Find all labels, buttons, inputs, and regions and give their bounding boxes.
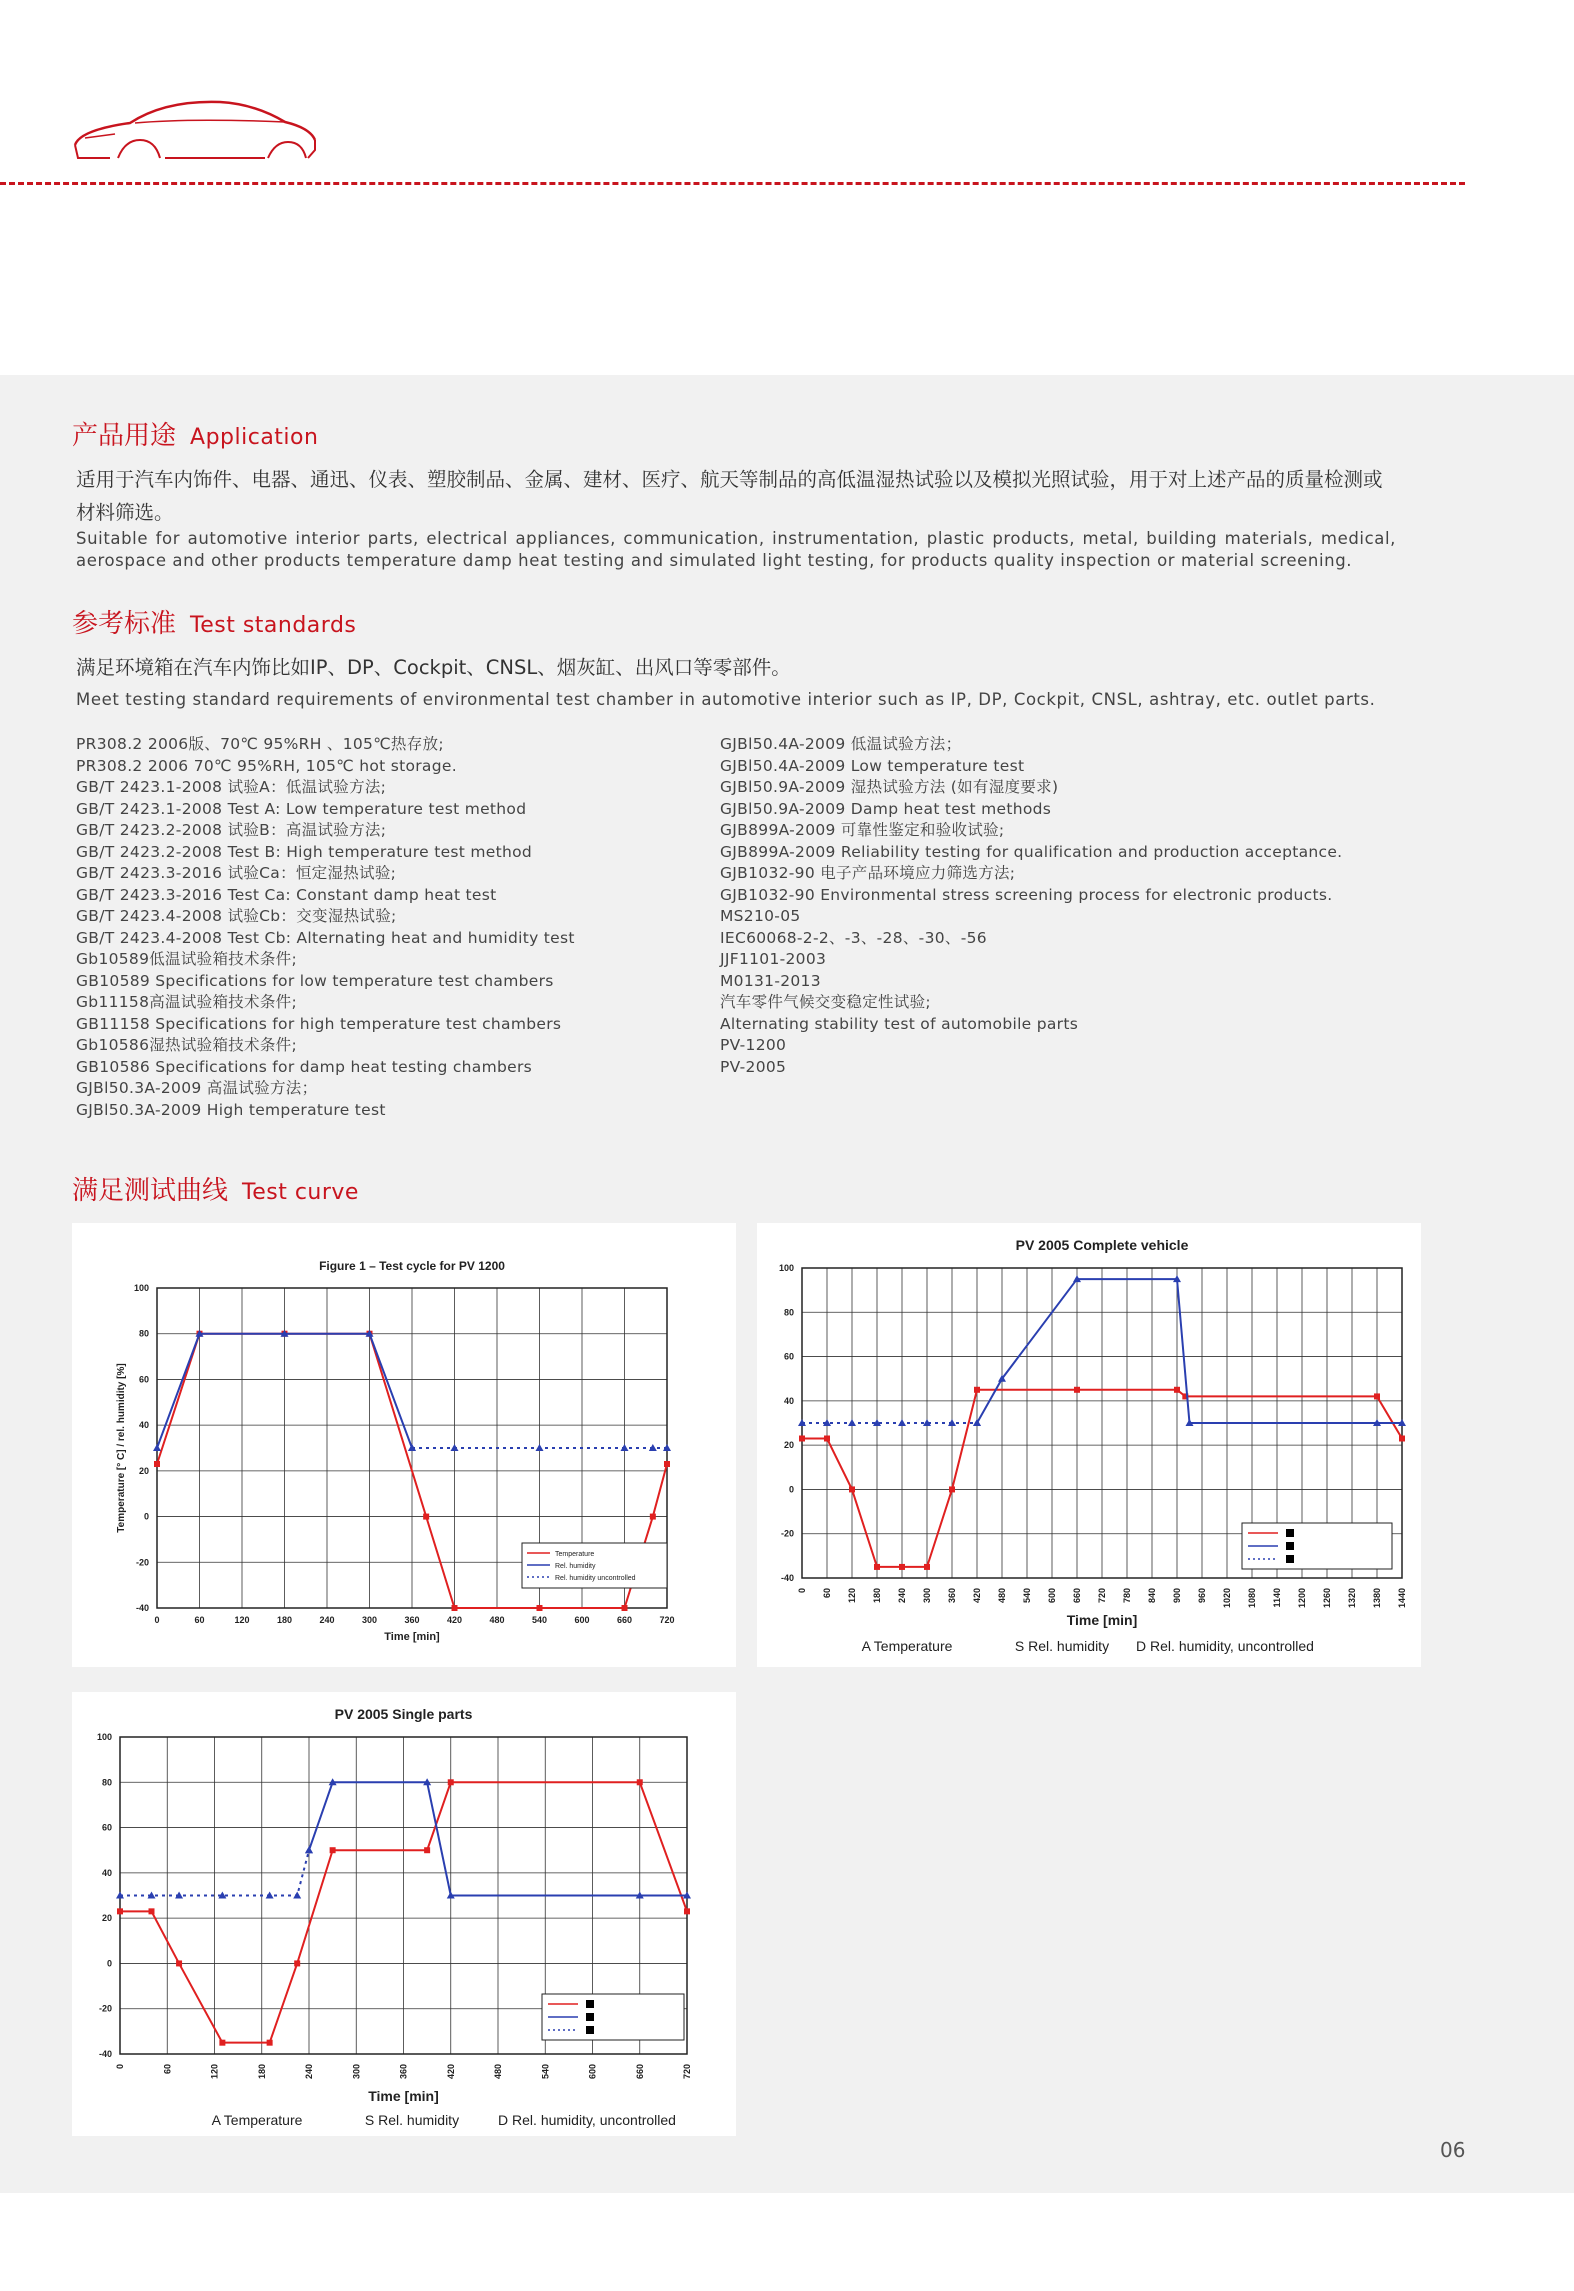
x-tick-label: 600 [574,1615,590,1625]
x-tick-label: 900 [1172,1588,1182,1604]
x-tick-label: 1200 [1297,1588,1307,1609]
x-tick-label: 1080 [1247,1588,1257,1609]
curve-title: 满足测试曲线 Test curve [72,1176,359,1206]
chart-pv2005-single [72,1692,736,2136]
legend-marker [1286,1542,1294,1550]
legend-label: Rel. humidity [555,1563,596,1570]
data-point [848,1419,856,1426]
standard-item: GJBl50.9A-2009 湿热试验方法 (如有湿度要求) [720,778,1059,796]
data-point [305,1846,313,1853]
data-point [1374,1393,1380,1399]
y-tick-label: -40 [780,1573,794,1583]
y-tick-label: 80 [101,1777,112,1788]
x-tick-label: 480 [997,1588,1007,1604]
x-tick-label: 540 [1022,1588,1032,1604]
application-text-en: Suitable for automotive interior parts, electrical appliances, communication, instrumentation, plastic products, metal, building materials, medical, aerospace and other products temperature damp heat testing and simulated light testing, for products quality inspection or material screening. [76,529,1396,570]
legend-caption: A Temperature [211,2112,303,2128]
x-tick-label: 780 [1122,1588,1132,1604]
standard-item: 汽车零件气候交变稳定性试验; [720,993,931,1011]
x-tick-label: 360 [404,1615,420,1625]
chart-title: PV 2005 Single parts [334,1706,473,1722]
standard-item: GB/T 2423.2-2008 试验B：高温试验方法; [76,821,387,839]
series-line [977,1279,1402,1423]
x-tick-label: 420 [972,1588,982,1604]
x-tick-label: 240 [319,1615,335,1625]
y-tick-label: 100 [778,1263,794,1273]
standard-item: GJBl50.4A-2009 Low temperature test [720,756,1025,775]
standard-item: PV-1200 [720,1036,787,1054]
x-tick-label: 360 [398,2064,409,2080]
standard-item: IEC60068-2-2、-3、-28、-30、-56 [720,928,987,947]
legend-marker [586,2000,594,2008]
standard-item: GB/T 2423.3-2016 Test Ca: Constant damp heat test [76,885,497,904]
legend-label: Rel. humidity uncontrolled [555,1575,636,1582]
legend-marker [586,2013,594,2021]
y-tick-label: 0 [143,1511,149,1522]
standard-item: GB10589 Specifications for low temperature test chambers [76,971,554,990]
data-point [149,1908,155,1914]
chart-pv1200 [72,1223,736,1667]
standard-item: M0131-2013 [720,971,821,990]
x-tick-label: 660 [634,2064,645,2080]
y-tick-label: 60 [783,1351,794,1362]
x-axis-label: Time [min] [1066,1612,1138,1628]
x-tick-label: 120 [234,1615,250,1625]
standard-item: GB/T 2423.1-2008 试验A：低温试验方法; [76,778,387,796]
legend-caption: S Rel. humidity [364,2112,460,2128]
data-point [684,1908,690,1914]
x-tick-label: 660 [1072,1588,1082,1604]
standard-item: GJBl50.4A-2009 低温试验方法； [720,735,962,753]
x-tick-label: 600 [587,2064,598,2080]
standard-item: MS210-05 [720,907,801,925]
data-point [799,1436,805,1442]
data-point [1174,1387,1180,1393]
x-tick-label: 180 [276,1615,293,1625]
x-tick-label: 0 [797,1588,807,1594]
x-tick-label: 300 [922,1588,932,1604]
standard-item: GB/T 2423.2-2008 Test B: High temperature test method [76,842,533,861]
x-tick-label: 660 [616,1615,633,1625]
standard-item: GJB1032-90 电子产品环境应力筛选方法; [720,864,1016,882]
standard-item: Gb11158高温试验箱技术条件; [76,993,297,1011]
standard-item: GB/T 2423.3-2016 试验Ca：恒定湿热试验; [76,864,397,882]
x-tick-label: 540 [540,2064,551,2080]
standard-item: GB/T 2423.1-2008 Test A: Low temperature test method [76,799,527,818]
x-tick-label: 0 [115,2064,125,2070]
chart-svg [757,1223,1421,1667]
x-tick-label: 240 [304,2064,314,2080]
standards-list-right [720,734,1342,1078]
data-point [536,1444,544,1451]
y-tick-label: 60 [138,1374,149,1385]
y-tick-label: 60 [101,1822,112,1833]
y-tick-label: -20 [135,1557,149,1568]
chart-pv2005-vehicle [757,1223,1421,1667]
standard-item: GJBl50.9A-2009 Damp heat test methods [720,799,1052,818]
legend-caption: D Rel. humidity, uncontrolled [1136,1638,1314,1654]
x-tick-label: 300 [361,1615,378,1625]
standard-item: GJBl50.3A-2009 高温试验方法； [76,1079,318,1097]
data-point [117,1908,123,1914]
data-point [424,1847,430,1853]
x-tick-label: 840 [1147,1588,1157,1604]
application-title: 产品用途 Application [72,421,319,451]
y-axis-label: Temperature [° C] / rel. humidity [%] [116,1363,127,1533]
x-tick-label: 180 [256,2064,267,2080]
x-tick-label: 1020 [1222,1588,1232,1609]
data-point [621,1444,629,1451]
x-tick-label: 420 [446,1615,463,1625]
x-tick-label: 1440 [1397,1588,1407,1609]
x-tick-label: 720 [1097,1588,1107,1604]
x-tick-label: 60 [194,1615,205,1625]
standards-text-en: Meet testing standard requirements of environmental test chamber in automotive interior such as IP, DP, Cockpit, CNSL, ashtray, etc. outlet parts. [76,690,1376,709]
data-point [974,1387,980,1393]
standard-item: Gb10586湿热试验箱技术条件; [76,1036,297,1054]
x-tick-label: 120 [209,2064,220,2080]
y-tick-label: 40 [783,1395,794,1406]
y-tick-label: -40 [135,1603,149,1613]
standard-item: GB11158 Specifications for high temperature test chambers [76,1014,562,1033]
data-point [1399,1436,1405,1442]
y-tick-label: -20 [98,2003,112,2014]
y-tick-label: 40 [101,1867,112,1878]
y-tick-label: 20 [138,1465,149,1476]
data-point [949,1486,955,1492]
standard-item: PR308.2 2006版、70℃ 95%RH 、105℃热存放; [76,735,444,753]
standard-item: GJB899A-2009 Reliability testing for qualification and production acceptance. [720,842,1343,861]
x-tick-label: 120 [847,1588,857,1604]
data-point [1074,1387,1080,1393]
data-point [849,1486,855,1492]
data-point [452,1605,458,1611]
standards-list-left [76,734,575,1121]
legend-caption: D Rel. humidity, uncontrolled [498,2112,676,2128]
standard-item: Gb10589低温试验箱技术条件; [76,950,297,968]
x-tick-label: 480 [489,1615,505,1625]
y-tick-label: -20 [780,1528,794,1539]
y-tick-label: 40 [138,1420,149,1431]
x-tick-label: 420 [445,2064,456,2080]
data-point [176,1960,182,1966]
x-tick-label: 600 [1047,1588,1057,1604]
standard-item: GJB899A-2009 可靠性鉴定和验收试验; [720,821,1005,839]
y-tick-label: 100 [96,1732,112,1742]
standard-item: GJB1032-90 Environmental stress screening process for electronic products. [720,885,1333,904]
x-tick-label: 720 [659,1615,675,1625]
data-point [537,1605,543,1611]
data-point [266,1892,274,1899]
legend-label: Temperature [555,1551,595,1558]
x-tick-label: 180 [872,1588,882,1604]
x-tick-label: 1260 [1322,1588,1332,1609]
data-point [267,2040,273,2046]
y-tick-label: 100 [133,1283,149,1293]
data-point [423,1514,429,1520]
x-tick-label: 60 [822,1588,832,1599]
y-tick-label: 20 [783,1440,794,1451]
data-point [874,1564,880,1570]
y-tick-label: -40 [98,2049,112,2059]
chart-title: PV 2005 Complete vehicle [1015,1237,1189,1253]
y-tick-label: 80 [783,1307,794,1318]
content-area [0,375,1574,2193]
data-point [294,1960,300,1966]
x-tick-label: 960 [1197,1588,1207,1604]
standard-item: Alternating stability test of automobile parts [720,1014,1079,1033]
x-tick-label: 540 [531,1615,548,1625]
chart-svg [72,1223,736,1667]
data-point [451,1444,459,1451]
x-tick-label: 1140 [1272,1588,1282,1608]
x-tick-label: 480 [493,2064,503,2080]
car-logo-icon [70,90,320,165]
y-tick-label: 80 [138,1328,149,1339]
standard-item: GB10586 Specifications for damp heat testing chambers [76,1057,533,1076]
standard-item: PV-2005 [720,1057,787,1076]
data-point [448,1779,454,1785]
standards-title: 参考标准 Test standards [72,609,357,639]
data-point [637,1779,643,1785]
x-tick-label: 240 [897,1588,907,1604]
page-header [0,0,1574,375]
standard-item: GB/T 2423.4-2008 试验Cb：交变湿热试验; [76,907,397,925]
header-divider [0,182,1465,185]
data-point [154,1461,160,1467]
x-axis-label: Time [min] [384,1631,440,1643]
data-point [622,1605,628,1611]
x-tick-label: 300 [351,2064,362,2080]
data-point [650,1514,656,1520]
data-point [664,1461,670,1467]
x-tick-label: 1320 [1347,1588,1357,1609]
standard-item: GJBl50.3A-2009 High temperature test [76,1100,386,1119]
data-point [824,1436,830,1442]
chart-title: Figure 1 – Test cycle for PV 1200 [319,1259,505,1273]
standard-item: PR308.2 2006 70℃ 95%RH, 105℃ hot storage. [76,756,457,775]
y-tick-label: 0 [788,1484,794,1495]
legend-marker [1286,1555,1294,1563]
data-point [899,1564,905,1570]
legend-marker [586,2026,594,2034]
standard-item: JJF1101-2003 [720,950,827,968]
legend-caption: S Rel. humidity [1014,1638,1110,1654]
y-tick-label: 0 [106,1958,112,1969]
y-tick-label: 20 [101,1913,112,1924]
x-tick-label: 720 [682,2064,692,2080]
chart-svg [72,1692,736,2136]
standards-text-cn: 满足环境箱在汽车内饰比如IP、DP、Cockpit、CNSL、烟灰缸、出风口等零部件。 [76,656,791,679]
data-point [153,1444,161,1451]
x-tick-label: 360 [947,1588,957,1604]
data-point [924,1564,930,1570]
x-tick-label: 0 [154,1615,160,1625]
page-number: 06 [1440,2138,1466,2162]
x-tick-label: 1380 [1372,1588,1382,1609]
data-point [293,1892,301,1899]
x-tick-label: 60 [162,2064,173,2075]
data-point [219,2040,225,2046]
legend-caption: A Temperature [861,1638,953,1654]
data-point [330,1847,336,1853]
application-text-cn: 适用于汽车内饰件、电器、通迅、仪表、塑胶制品、金属、建材、医疗、航天等制品的高低温湿热试验以及模拟光照试验，用于对上述产品的质量检测或材料筛选。 [76,468,1383,524]
standard-item: GB/T 2423.4-2008 Test Cb: Alternating heat and humidity test [76,928,575,947]
data-point [898,1419,906,1426]
legend-marker [1286,1529,1294,1537]
x-axis-label: Time [min] [368,2088,439,2104]
